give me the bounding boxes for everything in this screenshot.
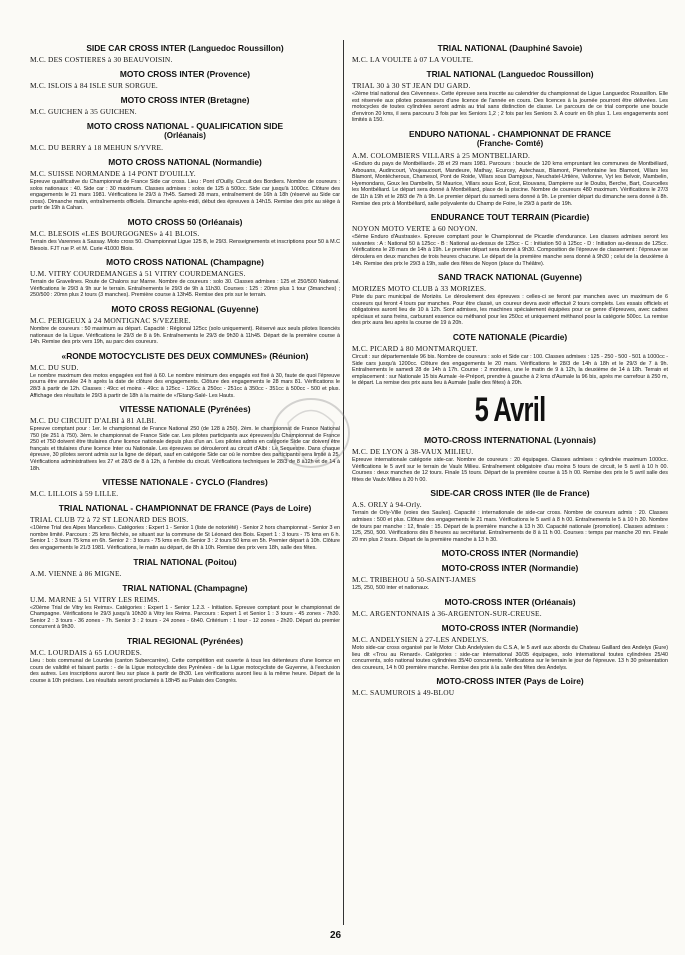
event-listing [352,597,668,618]
event-listing [352,212,668,267]
event-title-text: TRIAL NATIONAL - CHAMPIONNAT DE FRANCE (Pays de Loire) [58,503,312,514]
event-listing [30,121,340,152]
organizer-club: A.M. COLOMBIERS VILLARS à 25 MONTBELIARD. [352,150,531,160]
event-listing [352,623,668,671]
event-listing [30,157,340,212]
event-title-text: TRIAL NATIONAL (Champagne) [122,582,248,593]
organizer-club: U.M. MARNE à 51 VITRY LES REIMS. [30,594,160,604]
event-title-text: TRIAL REGIONAL (Pyrénées) [126,636,244,646]
organizer-club: M.C. DU SUD. [30,362,79,372]
event-listing [352,548,668,558]
organizer-club: M.C. LOURDAIS à 65 LOURDES. [30,648,142,657]
event-title [30,583,340,593]
event-title-text: MOTO CROSS 50 (Orléanais) [127,216,243,227]
event-details: Epreuve qualificative du Championnat de France Side car cross. Lieu : Pont d'Ouilly. Circuit des Bordiers. Nombre de coureurs : solos nationaux : 40. Side car : 30 maximum. Classes admises : solos de 125 à 500cc. Side car jusqu'à 1000cc. Clôture des engagements le 21 mars 1981. Vérifications le 29/3 à 7h45. Samedi 28 mars, entraînement de 16h à 18h (réservé au Side car cross). Dimanche matin, entraînements officiels. Dimanche après-midi, début des épreuves à 14h15. Remise des prix au siège à partir de 19h à Cahan. [30,179,340,212]
event-details: 125, 250, 500 inter et nationaux. [352,585,430,592]
event-details: Terrain des Varennes à Sassay. Moto cross 50. Championnat Ligue 125 B, le 29/3. Renseignements et inscriptions pour 50 à M.C Blesois. FJT rue P. et M. Curie 41000 Blois. [30,238,340,252]
event-title [352,272,668,282]
event-title-text: MOTO CROSS NATIONAL (Champagne) [106,257,264,268]
event-details: «2ème trial national des Cévennes». Cette épreuve sera inscrite au calendrier du championnat de Ligue Languedoc Roussillon. Elle est réservée aux pilotes possesseurs d'une licence de l'année en cours. Des licences à la journée pourront être délivrées. Les motocycles de toutes cylindrées seront admis au trial sans distinction de classe. Le parcours de ce trial comporte une boucle d'environ 20 kms, il sera parcouru 3 fois par les Seniors 1,2 ; 2 fois par les Seniors 3. A courir en 6h plus 1. Les engagements sont limités à 150. [352,91,668,124]
event-details: Epreuve internationale catégorie side-car. Nombre de coureurs : 20 équipages. Classes admises : cylindrée maximum 1000cc. Vérifications le 5 avril sur le terrain de Vaulx Milieu. Entraînement obligatoire d'au moins 5 tours de circuit, le 5 avril à 10 h 00. Courses : deux manches de 12 tours. Finale 15 tours. Départ de la première course à 15 h 00. Remise des prix le 5 avril salle des fêtes de Vaulx Milieu à 20 h 00. [352,457,668,483]
right-column-bottom [352,435,668,697]
event-title [30,351,340,361]
event-title [352,597,668,607]
event-title [30,503,340,513]
event-title-text: TRIAL NATIONAL (Languedoc Roussillon) [426,69,594,79]
event-details: Terrain de Gravelines. Route de Chalons sur Marne. Nombre de coureurs : solo 30. Classes admises : 125 et 250/500 National. Vérifications le 29/3 à 9h sur le terrain. Entraînements le 29/3 de 9h à 11h30. Courses : 125 : 20mn plus 1 tour (3manches) ; 250/500 : 20mn plus 2 tours (3 manches). Première course à 13h45. Remise des prix sur le terrain. [30,279,340,299]
organizer-club: M.C. DES COSTIERES à 30 BEAUVOISIN. [30,55,173,64]
event-title-text: SIDE CAR CROSS INTER (Languedoc Roussillon) [86,43,284,53]
event-title-text: MOTO-CROSS INTER (Normandie) [441,548,579,559]
event-details: «5ème Enduro d'Austrasie». Epreuve comptant pour le Championnat de Picardie d'endurance. Les classes admises seront les suivantes : A : National 50 à 125cc - B : National au-dessus de 125cc - C : Initiation 50 à 125cc - D : Initiation au-dessus de 125cc. Vérifications le 28 mars de 14h à 19h. Le premier départ sera donné à 9h30. Composition de l'épreuve de classement : l'épreuve se déroulera en deux manches de trois heures chacune. Le départ de la première manche sera donné à 9h30 ; celui de la deuxième à 14h. Remise des prix le 29/3 à 19h, salle des fêtes de Noyon (place du Théâtre). [352,234,668,267]
event-title-text: TRIAL NATIONAL (Dauphiné Savoie) [437,43,583,53]
event-title [30,636,340,646]
event-title [352,332,668,342]
organizer-club: M.C. ANDELYSIEN à 27-LES ANDELYS. [352,634,489,644]
organizer-club: MORIZES MOTO CLUB à 33 MORIZES. [352,284,487,294]
organizer-club: U.M. VITRY COURDEMANGES à 51 VITRY COURDEMANGES. [30,269,246,279]
event-listing [352,332,668,387]
event-title-text: MOTO-CROSS INTER (Orléanais) [444,596,576,607]
event-title-text: MOTO CROSS NATIONAL - QUALIFICATION SIDE [86,121,284,131]
event-title-text: SIDE-CAR CROSS INTER (Ile de France) [430,488,590,499]
event-title [352,563,668,573]
event-title-text: MOTO CROSS NATIONAL (Normandie) [108,157,262,167]
event-title-text: MOTO-CROSS INTER (Pays de Loire) [436,676,584,687]
event-title [30,557,340,567]
event-listing [30,43,340,64]
event-listing [30,217,340,252]
organizer-club: NOYON MOTO VERTE à 60 NOYON. [352,224,478,234]
event-listing [352,563,668,592]
event-details: Lieu : bois communal de Lourdes (canton Subercarrère). Cette compétition est ouverte à tous les détenteurs d'une licence en cours de validité et faisant partis : - de la Ligue motocycliste des Pyrénées - de la Ligue motocycliste de Guyenne, à l'exclusion des autres. Les inscriptions auront lieu sur place à partir de 8h30. Les vérifications auront lieu à la même heure. Départ de la course à 10h précises. Les résultats seront proclamés à 18h45 au Palais des Congrès. [30,658,340,684]
event-title-text: VITESSE NATIONALE - CYCLO (Flandres) [102,477,268,488]
event-title-text: «RONDE MOTOCYCLISTE DES DEUX COMMUNES» (Réunion) [61,350,309,361]
date-heading: 5 Avril [474,391,546,430]
event-details: Terrain de Orly-Ville (voies des Saules). Capacité : internationale de side-car cross. Nombre de coureurs admis : 20. Classes admises : 500 et plus. Clôture des engagements le 21 mars. Vérifications le 5 avril à 8 h 00. Entraînements le 5 à 10 h 30. Nombre de tours par manche : 12, finale : 15. Départ de la première manche à 13 h 30. Capacité nationale (promotion). Classes admises : 125, 250, 500. Vérifications dès 8 heures au secrétariat. Entraînements de 8 à 11 h 00. Courses : temps par manche 20 mn. Finale 20 mn plus 2 tours. Départ de la première manche à 13 h 30. [352,510,668,543]
organizer-club: M.C. TRIBEHOU à 50-SAINT-JAMES [352,575,477,585]
event-title-text: MOTO-CROSS INTERNATIONAL (Lyonnais) [424,435,596,446]
organizer-club: M.C. BLESOIS «LES BOURGOGNES» à 41 BLOIS. [30,228,200,238]
page-number: 26 [330,930,342,941]
organizer-club: TRIAL 30 à 30 ST JEAN DU GARD. [352,81,471,90]
event-title [352,676,668,686]
event-listing [30,557,340,578]
event-title-text: MOTO CROSS INTER (Bretagne) [120,95,250,105]
event-listing [352,676,668,697]
event-listing [30,583,340,631]
event-title [352,212,668,222]
event-title-text: MOTO-CROSS INTER (Normandie) [441,563,579,574]
organizer-club: M.C. SAUMUROIS à 49-BLOU [352,688,455,698]
right-column-top [352,43,668,387]
event-details: Le nombre maximum des motos engagées est fixé à 60. Le nombre minimum des engagés est fixé à 30, faute de quoi l'épreuve pourra être annulée 24 h après la date de clôture des engagements. Clôture des engagements le 28 mars 81. Vérifications le 28/3 à partir de 12h. Classes : 49cc et moins - 49cc à 125cc - 126cc à 250cc - 251cc à 350cc - 351cc à 500cc - 500 et plus. Affichage des résultats le 29/3 à partir de 18h à la mairie de «l'Etang-Salé- Les Hauts. [30,372,340,399]
event-title-text: MOTO CROSS INTER (Provence) [119,69,251,79]
event-details: Circuit : sur départementale 96 bis. Nombre de coureurs : solo et Side car : 100. Classes admises : 125 - 250 - 500 - 501 à 1000cc - Side cars jusqu'à 1200cc. Clôture des engagements le 20 mars. Vérifications le 28/3 de 14h à 18h et le 29/3 de 7 à 9h. Entraînements le samedi 28 de 14h à 17h. Course : 2 montées, une le matin de 9 à 12h, la deuxième de 14 à 18h. Terrain et emplacement : sur Nationale 15 bis Aumale -le-Préport, prendre à gauche à 2 kms d'Aumale la 96 bis, après me carrefour à 250 m, le départ. La remise des prix aura lieu à Aumale (salle des fêtes) à 20h. [352,354,668,387]
right-column [352,38,668,700]
left-column [30,38,340,687]
organizer-club: A.M. VIENNE à 86 MIGNE. [30,568,122,578]
event-listing [30,503,340,551]
event-title [352,623,668,633]
organizer-club: M.C. SUISSE NORMANDE à 14 PONT D'OUILLY. [30,169,196,178]
organizer-club: M.C. PERIGEUX à 24 MONTIGNAC S/VEZERE. [30,315,191,325]
event-title-text: TRIAL NATIONAL (Poitou) [133,556,237,567]
event-title [352,43,668,53]
organizer-club: TRIAL CLUB 72 à 72 ST LEONARD DES BOIS. [30,515,189,525]
event-details: Piste du parc municipal de Morizès. Le déroulement des épreuves : celles-ci se feront par manches avec un maximum de 6 coureurs qui feront 4 tours par manches. Pour être classé, un coureur devra avoir effectué 2 tours complets. Les essais officiels et obligatoires auront lieu de 10 à 12h. Sont admises, les machines spécialement équipées pour ce genre d'épreuves, avec cadres spéciaux et sans freins, carburant essence ou méthanol pour les 250cc et uniquement méthanol pour la catégorie 500cc. La remise des prix aura lieu après la course de 19 à 20h. [352,294,668,327]
event-title [352,488,668,498]
event-title-text: MOTO CROSS REGIONAL (Guyenne) [111,303,259,314]
organizer-club: M.C. DE LYON à 38-VAUX MILIEU. [352,447,474,457]
event-title [30,217,340,227]
organizer-club: M.C. DU CIRCUIT D'ALBI à 81 ALBI. [30,416,157,426]
event-details: «20ème Trial de Vitry les Reims». Catégories : Expert 1 - Senior 1.2.3. - Initiation. Epreuve comptant pour le championnat de Champagne. Vérifications le 29/3 jusqu'à 10h30 à Vitry les Reims. Parcours : Expert 1 et Senior 1 : 3 tours - 45 zones - 7h30. Senior 2 : 3 tours - 36 zones - 7h. Senior 3 : 2 tours - 24 zones - 6h40. Critérium : 1 tour - 12 zones - 2h20. Départ du premier concurrent à 9h30. [30,604,340,631]
event-listing [352,272,668,327]
watermark-stamp [268,393,354,473]
organizer-club: M.C. DU BERRY à 18 MEHUN S/YVRE. [30,143,164,152]
event-details: «Enduro du pays de Montbéliard». 28 et 29 mars 1981. Parcours : boucle de 120 kms empruntant les communes de Montbéliard, Arbouans, Audincourt, Voujeaucourt, Mandeure, Mathay, Ecurcey, Autechaux, Blamont, Pierrefontaine les Blamont, Villars les Blamont, Montécheroux, Chamesol, Pont de Roide, Villars sous Dampjoux, Neuchatel-Urtière, Vallonne, Vyt les Belvoir, Mambelin, Hyemondans, Goux les Dambelin, St Maurice, Villars sous Ecot, Ecot, Etouvans, Dampierre sur le Doubs, Berche, Bart, Courcelles les Montbéliard. Le départ sera donné à Montbéliard, place de la piscine. Nombre de coureurs 480 maximum. Vérifications le 27/3 de 11h à 19h et le 28/3 de 7h à 9h. Le premier départ du samedi sera donné à 9h. Le premier départ du dimanche sera donné à 8h. Remise des prix à Montbéliard, salle polyvalente du Champ de Foire, le 29/3 à partir de 19h. [352,160,668,207]
event-listing [30,636,340,684]
organizer-club: A.S. ORLY à 94-Orly. [352,500,422,510]
event-subtitle: (Orléanais) [164,131,206,140]
event-details: «10ème Trial des Alpes Mancelles». Catégories : Expert 1 - Senior 1 (liste de notoriété) - Senior 2 hors championnat - Senior 3 en nombre limité. Parcours : 25 kms fléchés, se situant sur la commune de St Léonard des Bois. Expert 1 : 3 tours - 75 kms en 6 h. Senior 1 : 3 tours 75 kms en 6h. Senior 2 : 3 tours - 75 kms en 6h. Senior 3 : 2 tours 50 kms en 5h. Premier départ à 10h. Clôture des engagements le 21/3 1981. Vérifications, le matin au départ, de 8h à 10h. Remise des prix vers 18h, salle des fêtes. [30,525,340,552]
event-title [352,129,668,149]
event-listing [30,69,340,90]
event-listing [352,488,668,543]
column-divider [343,40,344,925]
event-listing [30,477,340,498]
organizer-club: M.C. LA VOULTE à 07 LA VOULTE. [352,55,474,64]
event-listing [352,69,668,124]
event-title-text: ENDURO NATIONAL - CHAMPIONNAT DE FRANCE [409,128,611,139]
event-title [30,95,340,105]
event-title [30,257,340,267]
event-details: Moto side-car cross organisé par le Motor Club Andelysien du C.S.A, le 5 avril aux abords du Chateau Gaillard des Andelys (Eure) lieu dit «Trou au Renard». Catégories : side-car international 30/35 équipages, solo international toutes cylindrées 25/40 concurrents, solo national toutes cylindrées 35/40 concurrents. Vérifications sur le terrain le jour de l'épreuve. 13 h 30 présentation des coureurs, 14 h 00 première manche. Remise des prix à la salle des fêtes des Andelys. [352,644,668,671]
organizer-club: M.C. ARGENTONNAIS à 36-ARGENTON-SUR-CREUSE. [352,608,542,618]
event-title-text: MOTO-CROSS INTER (Normandie) [441,622,579,633]
event-title [30,477,340,487]
event-subtitle: (Franche- Comté) [476,138,544,148]
event-title [352,435,668,445]
event-listing [30,95,340,116]
event-listing [352,129,668,207]
event-title [30,304,340,314]
event-details: Nombre de coureurs : 50 maximum au départ. Capacité : Régional 125cc (solo uniquement). Réservé aux seuls pilotes licenciés nationaux de la Ligue. Vérifications le 29/3 de 8 à 9h. Entraînements le 29/3 de 9h30 à 11h45. Départ de la première course à 14h. Remise des prix vers 19h, au parc des coureurs. [30,325,340,346]
organizer-club: M.C. ISLOIS à 84 ISLE SUR SORGUE. [30,81,158,90]
event-details: Epreuve comptant pour : 1er. le championnat de France National 250 (de 128 à 250). 2èm. le championnat de France National 750 (de 251 à 750). 3èm. le championnat de France Side car. Les pilotes participants aux épreuves du Championnat de France 250 et 750 doivent être titulaires d'une licence nationale depuis plus d'un an. Les pilotes admis en catégorie Side car doivent être français et titulaires d'une licence Inter ou Nationale. Les épreuves se dérouleront au circuit d'Albi : Le Sequestre. Dans chaque épreuve, 30 pilotes seront admis sur la ligne de départ, sauf en catégorie Side car où le nombre des participants sera limité à 25. Vérifications administratives les 27 et 28/3 de 8 à 12h, à l'entrée du circuit. Vérifications techniques le 28/3 de 8 à12h et de 14 à 18h. [30,426,340,472]
event-title [352,548,668,558]
event-listing [352,43,668,64]
organizer-club: M.C. PICARD à 80 MONTMARQUET. [352,344,478,354]
event-title [30,121,340,141]
event-title-text: COTE NATIONALE (Picardie) [452,332,568,343]
organizer-club: M.C. LILLOIS à 59 LILLE. [30,489,119,499]
event-title-text: ENDURANCE TOUT TERRAIN (Picardie) [430,212,590,223]
event-title [352,69,668,79]
event-title [30,43,340,53]
event-title [30,69,340,79]
event-listing [352,435,668,483]
event-listing [30,257,340,299]
event-title-text: VITESSE NATIONALE (Pyrénées) [119,404,251,415]
event-listing [30,304,340,346]
event-title [30,157,340,167]
event-listing [30,351,340,399]
organizer-club: M.C. GUICHEN à 35 GUICHEN. [30,107,137,116]
event-title-text: SAND TRACK NATIONAL (Guyenne) [438,272,582,283]
